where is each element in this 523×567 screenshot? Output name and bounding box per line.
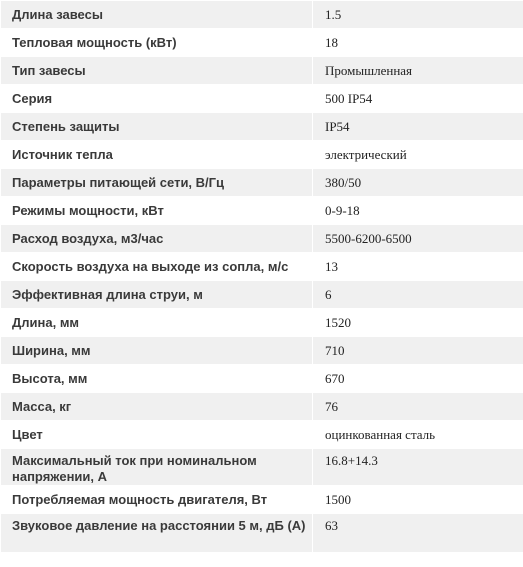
table-row [1,197,523,225]
spec-value: 13 [313,253,523,281]
spec-value: 16.8+14.3 [313,449,523,486]
table-row [1,29,523,57]
spec-value: электрический [313,141,523,169]
table-row [1,421,523,449]
spec-name: Эффективная длина струи, м [1,281,313,309]
spec-value: 0-9-18 [313,197,523,225]
spec-name: Расход воздуха, м3/час [1,225,313,253]
table-row [1,449,523,486]
table-row [1,253,523,281]
spec-value: 1500 [313,486,523,514]
spec-name: Степень защиты [1,113,313,141]
table-row [1,1,523,29]
spec-value: Промышленная [313,57,523,85]
spec-name: Скорость воздуха на выходе из сопла, м/с [1,253,313,281]
spec-name: Ширина, мм [1,337,313,365]
spec-value: 670 [313,365,523,393]
spec-name: Параметры питающей сети, В/Гц [1,169,313,197]
spec-value: 500 IP54 [313,85,523,113]
spec-value: IP54 [313,113,523,141]
table-row [1,486,523,514]
spec-value: 63 [313,514,523,553]
spec-name: Серия [1,85,313,113]
spec-name: Тепловая мощность (кВт) [1,29,313,57]
spec-name: Максимальный ток при номинальном напряжении, А [1,449,313,486]
table-row [1,169,523,197]
table-row [1,337,523,365]
spec-value: 1.5 [313,1,523,29]
table-row [1,57,523,85]
table-row [1,281,523,309]
spec-name: Источник тепла [1,141,313,169]
spec-value: 18 [313,29,523,57]
spec-name: Режимы мощности, кВт [1,197,313,225]
spec-value: 380/50 [313,169,523,197]
spec-value: 5500-6200-6500 [313,225,523,253]
spec-value: 6 [313,281,523,309]
spec-name: Длина, мм [1,309,313,337]
spec-value: оцинкованная сталь [313,421,523,449]
spec-name: Цвет [1,421,313,449]
spec-name: Потребляемая мощность двигателя, Вт [1,486,313,514]
spec-name: Масса, кг [1,393,313,421]
table-row [1,141,523,169]
spec-name: Звуковое давление на расстоянии 5 м, дБ (А) [1,514,313,553]
table-row [1,225,523,253]
table-row [1,365,523,393]
table-row [1,113,523,141]
table-row [1,309,523,337]
spec-value: 1520 [313,309,523,337]
table-row [1,85,523,113]
spec-value: 710 [313,337,523,365]
spec-name: Длина завесы [1,1,313,29]
spec-value: 76 [313,393,523,421]
table-row [1,393,523,421]
spec-name: Высота, мм [1,365,313,393]
table-row [1,514,523,553]
spec-name: Тип завесы [1,57,313,85]
